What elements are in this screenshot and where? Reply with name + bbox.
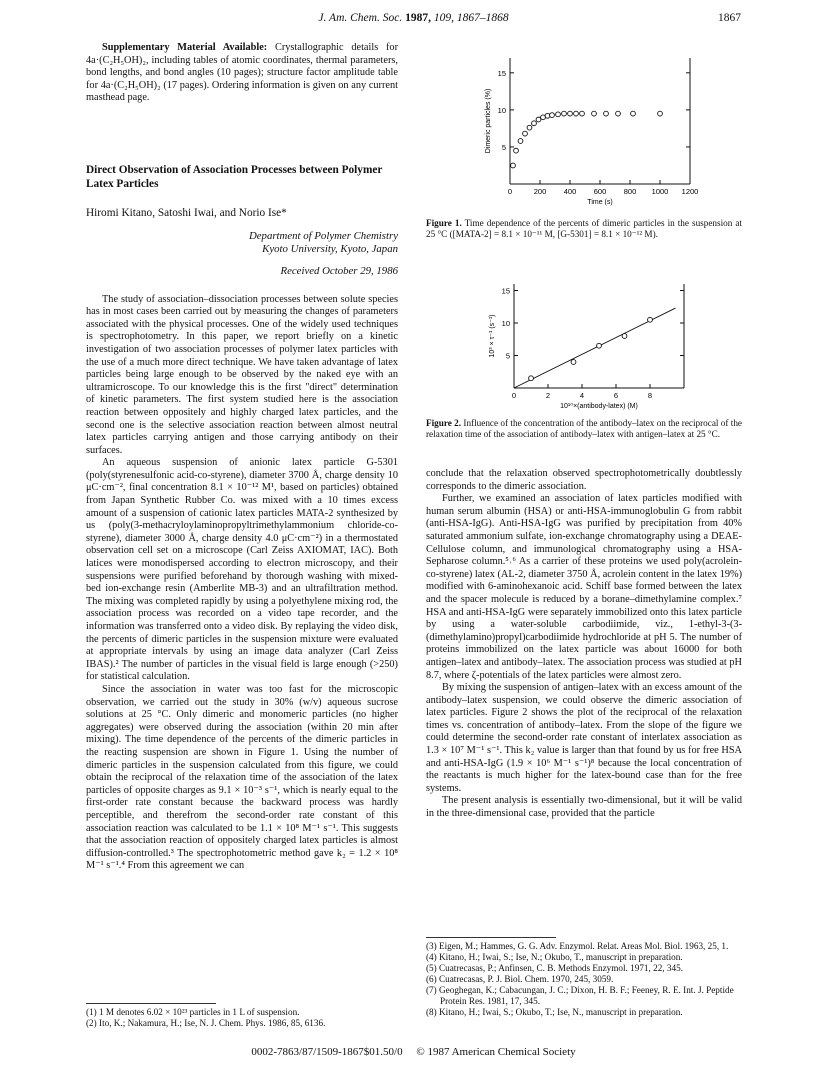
x-tick-label: 2 (545, 391, 551, 400)
paragraph: Since the association in water was too fast for the microscopic observation, we carried out the study in 30% (w/v) aqueous sucrose solutions at 25 °C. Only dimeric and monomeric particles (no higher aggregates) were observed during the association (within 20 min after mixing). The time dependence of the percents of the dimeric particles in the reacting suspension are shown in Figure 1. Using the number of dimeric particles in the suspension calculated from this figure, we could obtain the reciprocal of the relaxation time of the association of the latex particles of opposite charges as 9.1 × 10⁻³ s⁻¹, which is nearly equal to the first-order rate constant because the backward process was hardly perceptible, and therefrom the second-order rate constant of this association reaction was calculated to be 1.1 × 10⁸ M⁻¹ s⁻¹. This suggests that the association reaction of oppositely charged latex particles is almost diffusion-controlled.³ The spectrophotometric method gave k₂ = 1.2 × 10⁸ M⁻¹ s⁻¹.⁴ From this agreement we can (86, 683, 398, 872)
footnote: (8) Kitano, H.; Iwai, S.; Okubo, T.; Ise, N., manuscript in preparation. (426, 1007, 683, 1017)
figure-1 (480, 52, 710, 212)
data-point (550, 113, 555, 118)
data-point (616, 111, 621, 116)
copyright: © 1987 American Chemical Society (416, 1046, 576, 1058)
right-column (426, 468, 742, 821)
authors: Hiromi Kitano, Satoshi Iwai, and Norio Ise* (86, 206, 287, 219)
supplementary-text: Crystallographic details for 4a·(C₂H₅OH)₂, including tables of atomic coordinates, thermal parameters, bond lengths, and bond angles (10 pages); structure factor amplitude table for 4a·(C₂H₅OH)₂ (17 pages). Ordering information is given on any current masthead page. (86, 42, 398, 104)
journal-citation (0, 12, 827, 24)
data-point (631, 111, 636, 116)
y-tick-label: 5 (505, 351, 510, 361)
x-tick-label: 6 (613, 391, 619, 400)
x-tick-label: 200 (533, 187, 547, 196)
x-tick-label: 800 (623, 187, 637, 196)
paragraph: Further, we examined an association of latex particles modified with human serum albumin (HSA) or anti-HSA-immunoglobulin G from rabbit (anti-HSA-IgG). Anti-HSA-IgG was purified by precipitation from 40% saturated ammonium sulfate, ion-exchange chromatography using a DEAE-Cellulose column, and immunological chromatography using a HSA-Sepharose column.⁵˒⁶ As a carrier of these proteins we used poly(acrolein-co-styrene) latex (AL-2, diameter 3750 Å, acrolein content in the latex 19%) modified with 6-aminohexanoic acid. Schiff base formed between the latex and the spacer molecule is reduced by a borane–dimethylamine complex.⁷ HSA and anti-HSA-IgG were separately immobilized onto this latex particle by using a water-soluble carbodiimide, viz., 1-ethyl-3-(3-(dimethylamino)propyl)carbodiimide hydrochloride at pH 5. The number of proteins immobilized on the latex particle was about 16000 for both antigen–latex and antibody–latex. The association process was studied at pH 8.7, where ζ-potentials of the latex particles were almost zero. (426, 493, 742, 681)
y-axis-label: 10³ × τ⁻¹ (s⁻¹) (489, 314, 496, 358)
journal-name: J. Am. Chem. Soc. (318, 12, 403, 24)
x-tick-label: 0 (507, 187, 513, 196)
figure-2 (482, 278, 712, 413)
footnote: (2) Ito, K.; Nakamura, H.; Ise, N. J. Chem. Phys. 1986, 85, 6136. (86, 1018, 326, 1028)
x-tick-label: 8 (647, 391, 653, 400)
supplementary-material (86, 42, 398, 105)
data-point (511, 163, 516, 168)
data-point (658, 111, 663, 116)
data-point (571, 360, 576, 365)
data-point (580, 111, 585, 116)
x-tick-label: 4 (579, 391, 585, 400)
y-axis-label: Dimeric particles (%) (485, 88, 492, 154)
footnote-rule (426, 937, 556, 938)
page-footer (0, 1046, 827, 1058)
data-point (514, 148, 519, 153)
data-point (518, 139, 523, 144)
footnote: (5) Cuatrecasas, P.; Anfinsen, C. B. Methods Enzymol. 1971, 22, 345. (426, 963, 683, 973)
right-footnotes (426, 941, 742, 1018)
data-point (545, 113, 550, 118)
x-tick-label: 600 (593, 187, 607, 196)
data-point (592, 111, 597, 116)
x-axis-label: 10¹⁰×(antibody-latex) (M) (560, 403, 638, 410)
journal-year: 1987, (405, 12, 431, 24)
data-point (568, 111, 573, 116)
footnote: (3) Eigen, M.; Hammes, G. G. Adv. Enzymol. Relat. Areas Mol. Biol. 1963, 25, 1. (426, 941, 729, 951)
x-axis-label: Time (s) (587, 199, 613, 206)
y-tick-label: 15 (497, 68, 506, 78)
data-point (556, 112, 561, 117)
figure-1-caption-text: Time dependence of the percents of dimeric particles in the suspension at 25 °C ([MATA-2] = 8.1 × 10⁻¹¹ M, [G-5301] = 8.1 × 10⁻¹² M). (426, 218, 742, 239)
received-date: Received October 29, 1986 (280, 264, 398, 277)
figure-2-caption (426, 418, 742, 440)
paragraph: An aqueous suspension of anionic latex particle G-5301 (poly(styrenesulfonic acid-co-styrene), diameter 3700 Å, charge density 10 μC·cm⁻², final concentration 8.1 × 10⁻¹² M¹, based on particles) obtained from Japan Synthetic Rubber Co. was mixed with a 10 times excess amount of a suspension of cationic latex particles MATA-2 synthesized by us (poly(3-methacryloylaminopropyltrimethylammonium chloride-co-styrene), diameter 3000 Å, charge density 4.0 μC·cm⁻²) in a thermostated observation cell set on a microscope (Carl Zeiss AXIOMAT, IAC). Both latices were monodispersed according to electron microscopy, and their suspensions were purified beforehand by thorough washing with mixed-bed ion-exchange resin (Amberlite MB-3) and an ultrafiltration method. The mixing was completed rapidly by using a polyethylene mixing rod, the association process was recorded on a video tape recorder, and the information was transferred onto a video disk. By replaying the video disk, the percents of dimeric particles in the suspension mixture were evaluated at appropriate intervals by using an image data analyzer (Carl Zeiss IBAS).² The number of particles in the visual field is large enough (>250) for statistical calculation. (86, 457, 398, 683)
footnote: (4) Kitano, H.; Iwai, S.; Ise, N.; Okubo, T., manuscript in preparation. (426, 952, 683, 962)
figure-2-caption-text: Influence of the concentration of the antibody–latex on the reciprocal of the relaxation time of the association of antibody–latex with antigen–latex at 25 °C. (426, 418, 743, 439)
running-header (0, 0, 827, 40)
x-tick-label: 400 (563, 187, 577, 196)
data-point (532, 121, 537, 126)
article-code: 0002-7863/87/1509-1867$01.50/0 (251, 1046, 403, 1058)
figure-2-label: Figure 2. (426, 418, 462, 428)
data-point (622, 334, 627, 339)
paragraph: The study of association–dissociation processes between solute species has in most cases been carried out by measuring the changes of parameters associated with the physical processes. One of the widely used techniques is spectrophotometry. In this paper, we report briefly on a kinetic investigation of two association processes of polymer latex particles with the use of a much more direct technique. We have taken advantage of latex particles being large enough to be observed by the naked eye with an ultramicroscope. To our knowledge this is the first "direct" determination of kinetic parameters. The first system studied here is the association reaction between oppositely and highly charged latex particles, and the second one is the selective association reaction between almost neutral latex particles carrying antigen and those carrying antibody on their surfaces. (86, 293, 398, 456)
data-point (604, 111, 609, 116)
footnote-rule (86, 1003, 216, 1004)
paragraph: The present analysis is essentially two-dimensional, but it will be valid in the three-dimensional case, provided that the particle (426, 795, 742, 820)
data-point (527, 125, 532, 130)
page-number: 1867 (718, 12, 741, 24)
paragraph: conclude that the relaxation observed spectrophotometrically doubtlessly corresponds to the dimeric association. (426, 468, 742, 492)
figure-1-label: Figure 1. (426, 218, 462, 228)
y-tick-label: 15 (501, 286, 510, 296)
footnote: (6) Cuatrecasas, P. J. Biol. Chem. 1970, 245, 3059. (426, 974, 614, 984)
figure-2-chart (482, 278, 712, 413)
y-tick-label: 10 (497, 105, 506, 115)
figure-1-chart (480, 52, 710, 212)
data-point (523, 131, 528, 136)
journal-volume-pages: 109, 1867–1868 (433, 12, 509, 24)
data-point (574, 111, 579, 116)
article-title: Direct Observation of Association Processes between Polymer Latex Particles (86, 163, 383, 190)
x-tick-label: 0 (511, 391, 517, 400)
x-tick-label: 1200 (681, 187, 699, 196)
footnote: (1) 1 M denotes 6.02 × 10²³ particles in 1 L of suspension. (86, 1007, 300, 1017)
y-tick-label: 5 (501, 142, 506, 152)
footnote: (7) Geoghegan, K.; Cabacungan, J. C.; Dixon, H. B. F.; Feeney, R. E. Int. J. Peptide Protein Res. 1981, 17, 345. (426, 985, 734, 1006)
figure-1-caption (426, 218, 742, 240)
data-point (562, 111, 567, 116)
data-point (536, 117, 541, 122)
y-tick-label: 10 (501, 319, 510, 328)
department: Department of Polymer Chemistry (248, 229, 398, 242)
left-footnotes (86, 1007, 398, 1029)
x-tick-label: 1000 (651, 187, 669, 196)
left-column (86, 42, 398, 873)
university: Kyoto University, Kyoto, Japan (262, 242, 398, 255)
supplementary-lead: Supplementary Material Available: (102, 42, 268, 53)
data-point (648, 317, 653, 322)
paragraph: By mixing the suspension of antigen–latex with an excess amount of the antibody–latex suspension, we could observe the dimeric association of latex particles. Figure 2 shows the plot of the reciprocal of the relaxation times vs. concentration of antibody–latex. From the slope of the figure we could determine the second-order rate constant of interlatex association as 1.3 × 10⁷ M⁻¹ s⁻¹. This k₂ value is larger than that found by us for free HSA and anti-HSA-IgG (1.9 × 10⁶ M⁻¹ s⁻¹)⁸ because the local concentration of the reactants is much higher for the latex-bound case than for the free systems. (426, 682, 742, 794)
data-point (597, 343, 602, 348)
data-point (529, 376, 534, 381)
